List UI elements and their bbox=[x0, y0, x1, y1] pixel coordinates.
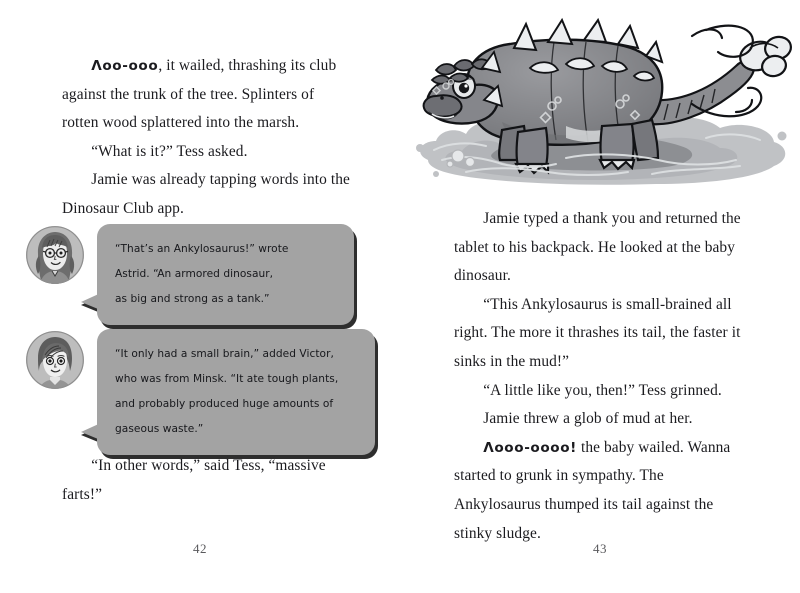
bubble-line: and probably produced huge amounts of bbox=[115, 398, 334, 410]
dinosaur-head bbox=[424, 52, 502, 124]
right-page bbox=[400, 0, 800, 593]
paragraph-baby-wailed bbox=[454, 434, 750, 548]
paragraph-in-other-words: “In other words,” said Tess, “massive farts!” bbox=[62, 457, 326, 503]
bubble-line: “That’s an Ankylosaurus!” wrote bbox=[115, 243, 289, 255]
paragraph-jamie-tapping: Jamie was already tapping words into the Dinosaur Club app. bbox=[62, 171, 350, 217]
page-number-left: 42 bbox=[193, 541, 207, 556]
paragraph-glob-of-mud: Jamie threw a glob of mud at her. bbox=[483, 410, 693, 428]
speech-bubble-astrid bbox=[97, 224, 354, 325]
bubble-line: who was from Minsk. “It ate tough plants, bbox=[115, 373, 339, 385]
chat-message-victor bbox=[26, 329, 375, 455]
bubble-line: Astrid. “An armored dinosaur, bbox=[115, 268, 274, 280]
paragraph-small-brained: “This Ankylosaurus is small-brained all right. The more it thrashes its tail, the faster it sinks in the mud!” bbox=[454, 295, 741, 370]
howl-text: Λoo-ooo bbox=[91, 58, 159, 74]
paragraph-what-is-it: “What is it?” Tess asked. bbox=[91, 142, 248, 160]
bubble-wrap-astrid bbox=[97, 224, 354, 325]
right-page-prose bbox=[454, 205, 750, 548]
paragraph-baby-wailed-rest: the baby wailed. Wanna started to grunk in sympathy. The Ankylosaurus thumped its tail against the stinky sludge. bbox=[454, 438, 731, 542]
bubble-wrap-victor bbox=[97, 329, 375, 455]
paragraph-jamie-typed: Jamie typed a thank you and returned the tablet to his backpack. He looked at the baby dinosaur. bbox=[454, 210, 741, 285]
paragraph-howl-wailed bbox=[62, 52, 354, 138]
bubble-line: “It only had a small brain,” added Victor, bbox=[115, 348, 334, 360]
ankylosaurus-in-mud-illustration bbox=[406, 8, 796, 198]
page-number-right: 43 bbox=[593, 541, 607, 556]
chat-message-astrid bbox=[26, 224, 354, 325]
left-page-prose-bottom bbox=[62, 452, 354, 509]
tail-and-club bbox=[650, 26, 793, 125]
speech-bubble-victor bbox=[97, 329, 375, 455]
paragraph-howl-rest: , it wailed, thrashing its club against the trunk of the tree. Splinters of rotten wood splattered into the marsh. bbox=[62, 57, 337, 132]
avatar-victor bbox=[26, 331, 84, 389]
howl-text: Λooo-oooo! bbox=[483, 439, 577, 456]
left-page-prose-top bbox=[62, 52, 354, 224]
paragraph-little-like-you: “A little like you, then!” Tess grinned. bbox=[483, 381, 722, 399]
bubble-line: gaseous waste.” bbox=[115, 423, 204, 435]
bubble-line: as big and strong as a tank.” bbox=[115, 293, 270, 305]
avatar-astrid bbox=[26, 226, 84, 284]
